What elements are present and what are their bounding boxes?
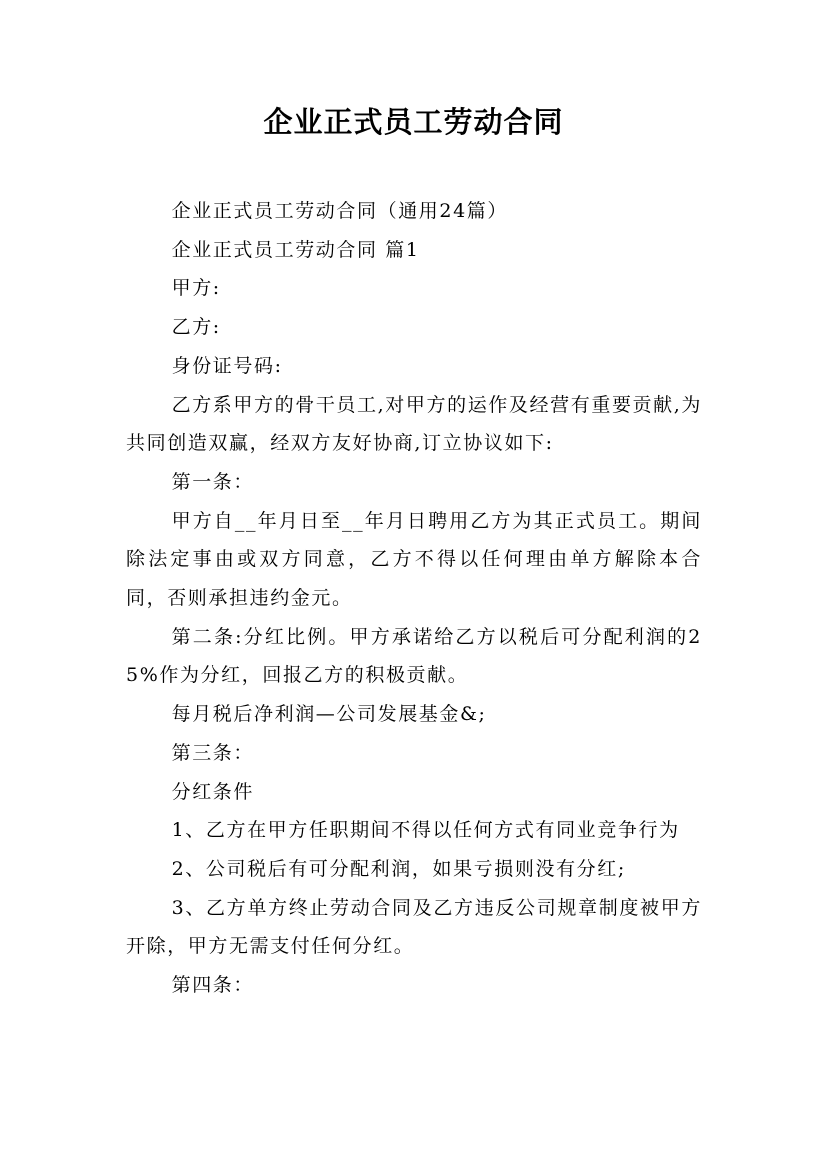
document-body — [126, 192, 702, 1005]
article-1-heading: 第一条： — [171, 470, 254, 493]
document-title: 企业正式员工劳动合同 — [263, 105, 564, 139]
condition-3-paragraph: 3、乙方单方终止劳动合同及乙方违反公司规章制度被甲方开除，甲方无需支付任何分红。 — [126, 896, 702, 958]
party-b-label: 乙方: — [171, 316, 221, 339]
article-4-heading: 第四条： — [171, 974, 254, 997]
article-1-paragraph: 甲方自__年月日至__年月日聘用乙方为其正式员工。期间除法定事由或双方同意，乙方不得以任何理由单方解除本合同，否则承担违约金元。 — [126, 509, 702, 610]
condition-2-paragraph: 2、公司税后有可分配利润，如果亏损则没有分红; — [171, 857, 626, 880]
section-heading: 企业正式员工劳动合同 篇1 — [171, 238, 420, 261]
dividend-conditions-heading: 分红条件 — [171, 780, 254, 803]
article-2-paragraph: 第二条:分红比例。甲方承诺给乙方以税后可分配利润的25%作为分红，回报乙方的积极贡献。 — [126, 625, 702, 687]
subtitle-paragraph: 企业正式员工劳动合同（通用24篇） — [171, 200, 508, 222]
id-number-label: 身份证号码: — [171, 354, 283, 377]
preamble-paragraph: 乙方系甲方的骨干员工,对甲方的运作及经营有重要贡献,为共同创造双赢，经双方友好协商,订立协议如下: — [126, 393, 702, 455]
article-3-heading: 第三条： — [171, 741, 254, 764]
condition-1-paragraph: 1、乙方在甲方任职期间不得以任何方式有同业竞争行为 — [171, 819, 680, 842]
party-a-label: 甲方: — [171, 277, 221, 300]
profit-formula-paragraph: 每月税后净利润—公司发展基金&; — [171, 703, 487, 726]
